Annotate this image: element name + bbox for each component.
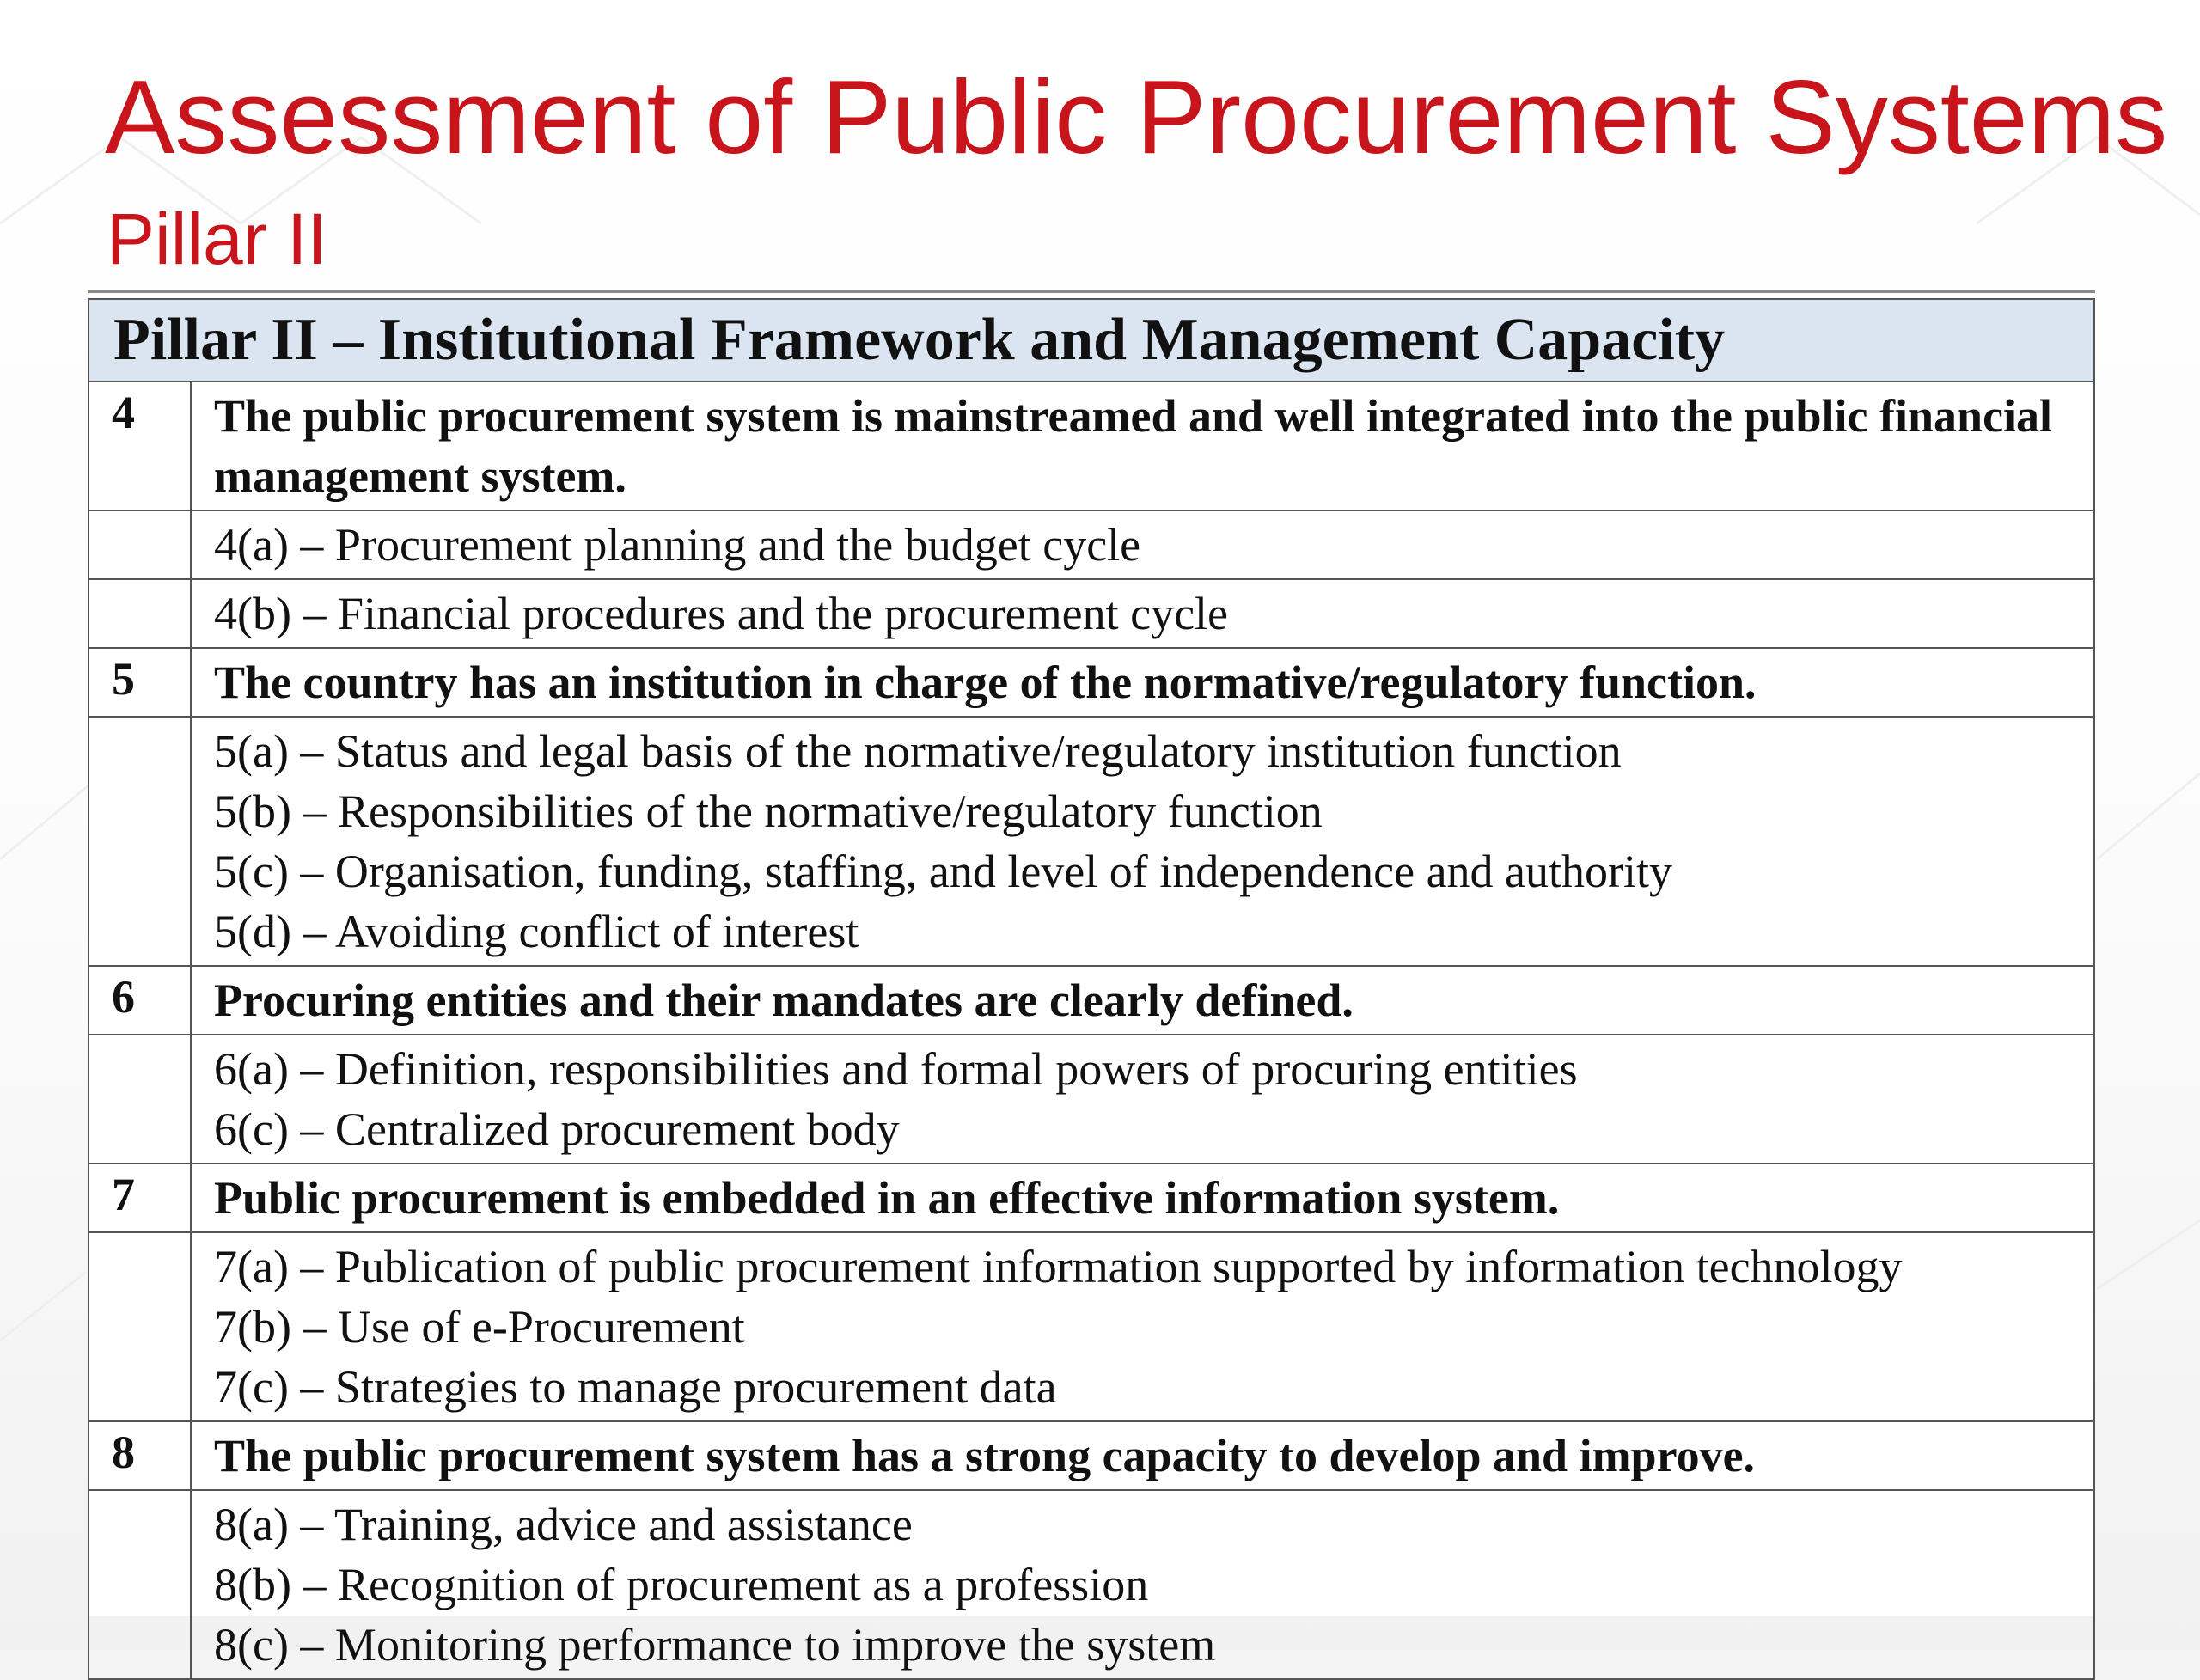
indicator-row	[89, 966, 2094, 1035]
indicator-statement: The public procurement system is mainstreamed and well integrated into the public financial management system.	[191, 382, 2094, 510]
sub-indicator-row	[89, 1035, 2094, 1164]
sub-indicator-cell	[191, 510, 2094, 579]
indicator-number: 8	[89, 1421, 191, 1490]
sub-indicator-text: 8(c) – Monitoring performance to improve the system	[214, 1619, 1216, 1671]
empty-number-cell	[89, 717, 191, 966]
empty-number-cell	[89, 1232, 191, 1421]
sub-indicator-text: 5(c) – Organisation, funding, staffing, and level of independence and authority	[214, 846, 1673, 897]
indicator-number: 6	[89, 966, 191, 1035]
pillar-table	[88, 298, 2095, 1680]
indicator-statement: Procuring entities and their mandates are clearly defined.	[191, 966, 2094, 1035]
indicator-number: 5	[89, 648, 191, 717]
sub-indicator-row	[89, 717, 2094, 966]
sub-indicator-text: 6(c) – Centralized procurement body	[214, 1103, 900, 1155]
sub-indicator-text: 5(d) – Avoiding conflict of interest	[214, 906, 859, 957]
sub-indicator-row	[89, 510, 2094, 579]
sub-indicator-text: 6(a) – Definition, responsibilities and formal powers of procuring entities	[214, 1043, 1578, 1095]
sub-indicator-text: 8(b) – Recognition of procurement as a profession	[214, 1559, 1149, 1610]
sub-indicator-text: 7(a) – Publication of public procurement information supported by information technology	[214, 1241, 1903, 1292]
sub-indicator-row	[89, 1232, 2094, 1421]
slide-subtitle: Pillar II	[107, 199, 327, 279]
empty-number-cell	[89, 1035, 191, 1164]
sub-indicator-text: 5(a) – Status and legal basis of the normative/regulatory institution function	[214, 725, 1622, 777]
sub-indicator-text: 7(b) – Use of e-Procurement	[214, 1301, 745, 1353]
slide-title: Assessment of Public Procurement Systems	[105, 58, 2168, 175]
indicator-statement: Public procurement is embedded in an effective information system.	[191, 1164, 2094, 1232]
indicator-number: 4	[89, 382, 191, 510]
empty-number-cell	[89, 579, 191, 648]
sub-indicator-cell	[191, 579, 2094, 648]
sub-indicator-cell	[191, 1490, 2094, 1679]
indicator-statement: The country has an institution in charge of the normative/regulatory function.	[191, 648, 2094, 717]
indicator-row	[89, 1164, 2094, 1232]
empty-number-cell	[89, 510, 191, 579]
indicator-row	[89, 648, 2094, 717]
sub-indicator-cell	[191, 1035, 2094, 1164]
sub-indicator-cell	[191, 717, 2094, 966]
sub-indicator-cell	[191, 1232, 2094, 1421]
sub-indicator-text: 5(b) – Responsibilities of the normative/regulatory function	[214, 785, 1323, 837]
indicator-row	[89, 382, 2094, 510]
indicator-statement: The public procurement system has a strong capacity to develop and improve.	[191, 1421, 2094, 1490]
sub-indicator-text: 4(a) – Procurement planning and the budget cycle	[214, 519, 1141, 571]
sub-indicator-row	[89, 579, 2094, 648]
table-header-row	[89, 299, 2094, 382]
sub-indicator-row	[89, 1490, 2094, 1679]
indicator-row	[89, 1421, 2094, 1490]
table-header: Pillar II – Institutional Framework and Management Capacity	[89, 299, 2094, 382]
sub-indicator-text: 7(c) – Strategies to manage procurement data	[214, 1361, 1057, 1413]
sub-indicator-text: 4(b) – Financial procedures and the procurement cycle	[214, 588, 1229, 639]
pillar-table-container	[88, 290, 2095, 1671]
sub-indicator-text: 8(a) – Training, advice and assistance	[214, 1499, 913, 1550]
empty-number-cell	[89, 1490, 191, 1679]
indicator-number: 7	[89, 1164, 191, 1232]
